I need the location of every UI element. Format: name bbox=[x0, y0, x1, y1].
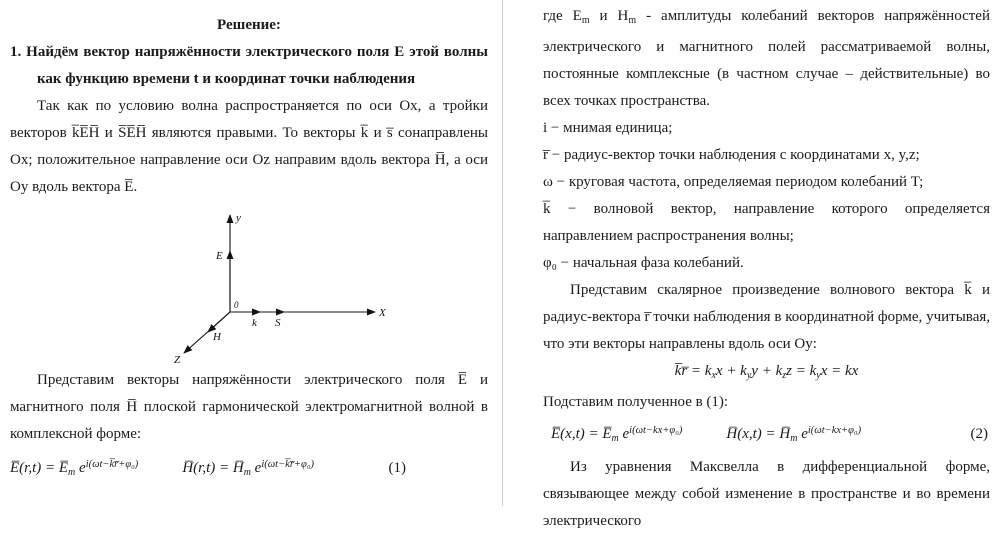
h-vector-label: H bbox=[213, 331, 221, 343]
definition-radius-vector: r̅ − радиус-вектор точки наблюдения с координатами x, y,z; bbox=[543, 147, 920, 163]
definition-initial-phase: φ₀ − начальная фаза колебаний. bbox=[543, 255, 744, 271]
paragraph-maxwell: Из уравнения Максвелла в дифференциальной форме, связывающее между собой изменение в пространстве и во времени электрического bbox=[543, 459, 990, 529]
axes-diagram bbox=[170, 207, 390, 365]
equation-1 bbox=[10, 450, 488, 488]
paragraph-scalar-product: Представим скалярное произведение волнового вектора k̅ и радиус-вектора r̅ точки наблюдения в координатной форме, учитывая, что эти векторы направлены вдоль оси Oy: bbox=[543, 282, 990, 352]
solution-heading: Решение: bbox=[217, 17, 281, 33]
k-vector-label: k bbox=[252, 317, 257, 329]
paragraph-substitute: Подставим полученное в (1): bbox=[543, 394, 729, 410]
e-vector-label: E bbox=[216, 250, 223, 262]
y-axis-label: y bbox=[236, 212, 241, 224]
equation-1-number: (1) bbox=[388, 460, 406, 476]
paragraph-complex-form: Представим векторы напряжённости электрического поля E̅ и магнитного поля H̅ плоской гармонической электромагнитной волной в комплексной форме: bbox=[10, 372, 488, 442]
equation-2-electric: E̅(x,t) = $E̅_m$ $e^{i(\omega t-kx+\varphi_0)}$ bbox=[551, 425, 683, 444]
definition-imaginary-unit: i − мнимая единица; bbox=[543, 120, 673, 136]
paragraph-wave-direction: Так как по условию волна распространяется по оси Ox, а тройки векторов k̅E̅H̅ и S̅E̅H̅ являются правыми. То векторы k̅ и s̅ сонаправлены Ox; положительное направление оси Oz направим вдоль вектора H̅, а оси Oy вдоль вектора E̅. bbox=[10, 98, 488, 195]
s-vector-label: S bbox=[275, 317, 281, 329]
page-left bbox=[0, 0, 502, 506]
z-axis-label: Z bbox=[174, 354, 181, 365]
equation-2-magnetic: H̅(x,t) = $H̅_m$ $e^{i(\omega t-kx+\varphi_0)}$ bbox=[726, 425, 862, 444]
definition-angular-frequency: ω − круговая частота, определяемая периодом колебаний T; bbox=[543, 174, 924, 190]
paragraph-amplitudes: где $E_m$ и $H_m$ - амплитуды колебаний векторов напряжённостей электрического и магнитного полей рассматриваемой волны, постоянные комплексные (в частном случае – действительные) во всех точках пространства. bbox=[543, 8, 990, 109]
step1-title: 1. Найдём вектор напряжённости электрического поля E этой волны как функцию времени t и координат точки наблюдения bbox=[10, 44, 488, 87]
equation-1-magnetic: H̅(r,t) = $H̅_m$ $e^{i(\omega t-k̅r̅+\varphi_0)}$ bbox=[182, 459, 314, 478]
definition-wave-vector: k̅ − волновой вектор, направление которого определяется направлением распространения волны; bbox=[543, 201, 990, 244]
x-axis-label: X bbox=[379, 307, 386, 319]
equation-2-number: (2) bbox=[970, 426, 988, 442]
axes-figure bbox=[170, 207, 488, 365]
h-vector-line bbox=[208, 312, 230, 332]
page-right bbox=[503, 0, 1000, 529]
equation-2 bbox=[543, 416, 990, 454]
equation-kr: k̅r̅ = $k_xx + k_yy + k_zz = k_yx$ = kx bbox=[674, 363, 859, 381]
origin-label: 0 bbox=[234, 300, 239, 310]
equation-1-electric: E̅(r,t) = $E̅_m$ $e^{i(\omega t-k̅r̅+\varphi_0)}$ bbox=[10, 459, 139, 478]
